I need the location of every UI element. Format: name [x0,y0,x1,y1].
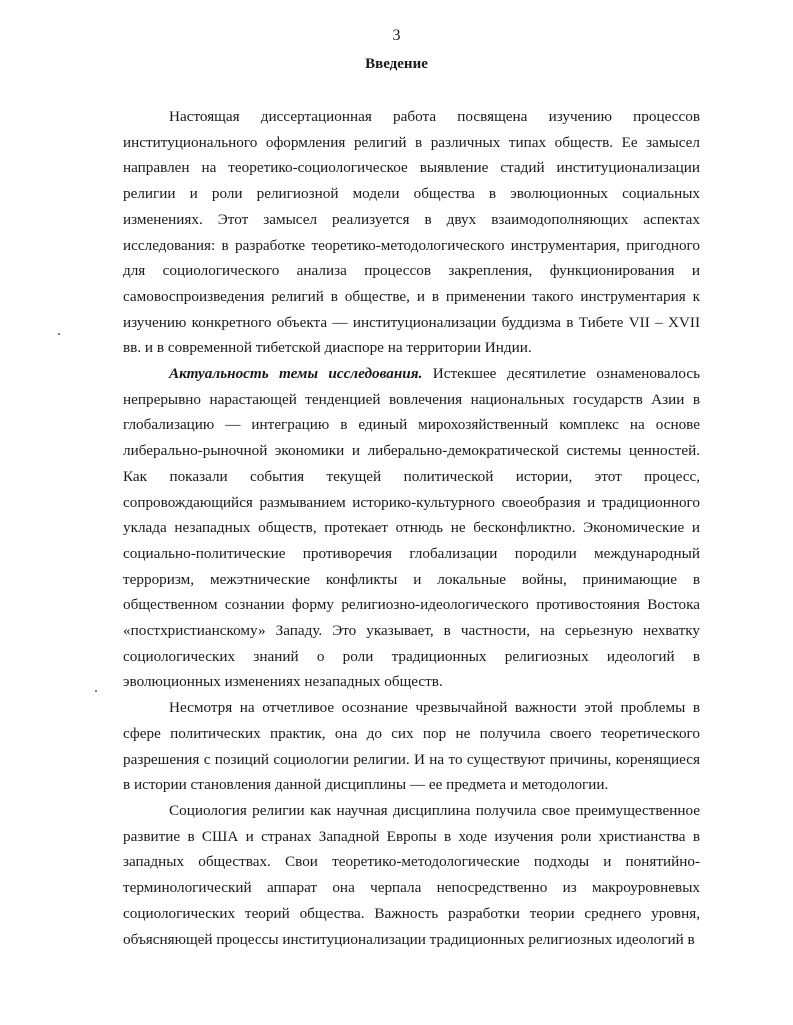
paragraph-relevance [123,361,700,695]
scan-artifact-dot [95,690,97,692]
paragraph-intro: Настоящая диссертационная работа посвящена изучению процессов институционального оформления религий в различных типах обществ. Ее замысел направлен на теоретико-социологическое выявление стадий институционализации религии и роли религиозной модели общества в эволюционных социальных изменениях. Этот замысел реализуется в двух взаимодополняющих аспектах исследования: в разработке теоретико-методологического инструментария, пригодного для социологического анализа процессов закрепления, функционирования и самовоспроизведения религий в обществе, и в применении такого инструментария к изучению конкретного объекта — институционализации буддизма в Тибете VII – XVII вв. и в современной тибетской диаспоре на территории Индии. [123,108,700,357]
page-number: 3 [392,27,401,44]
relevance-text: Истекшее десятилетие ознаменовалось непрерывно нарастающей тенденцией вовлечения национальных государств Азии в глобализацию — интеграцию в единый мирохозяйственный комплекс на основе либерально-рыночной экономики и либерально-демократической системы ценностей. Как показали события текущей политической истории, этот процесс, сопровождающийся размыванием историко-культурного своеобразия и традиционного уклада незападных обществ, протекает отнюдь не бесконфликтно. Экономические и социально-политические противоречия глобализации породили международный терроризм, межэтнические конфликты и локальные войны, принимающие в общественном сознании форму религиозно-идеологического противостояния Востока «постхристианскому» Западу. Это указывает, в частности, на серьезную нехватку социологических знаний о роли традиционных религиозных идеологий в эволюционных изменениях незападных обществ. [123,365,700,691]
relevance-term: Актуальность темы исследования. [169,365,423,383]
section-heading: Введение [365,56,428,72]
paragraph-sociology: Социология религии как научная дисциплина получила свое преимущественное развитие в США и странах Западной Европы в ходе изучения роли христианства в западных обществах. Свои теоретико-методологические подходы и понятийно-терминологический аппарат она черпала непосредственно из макроуровневых социологических теорий общества. Важность разработки теории среднего уровня, объясняющей процессы институционализации традиционных религиозных идеологий в [123,801,700,948]
body-text [123,104,700,952]
scan-artifact-dot [58,333,60,335]
paragraph-problem: Несмотря на отчетливое осознание чрезвычайной важности этой проблемы в сфере политических практик, она до сих пор не получила своего теоретического разрешения с позиций социологии религии. И на то существуют причины, коренящиеся в истории становления данной дисциплины — ее предмета и методологии. [123,699,700,794]
